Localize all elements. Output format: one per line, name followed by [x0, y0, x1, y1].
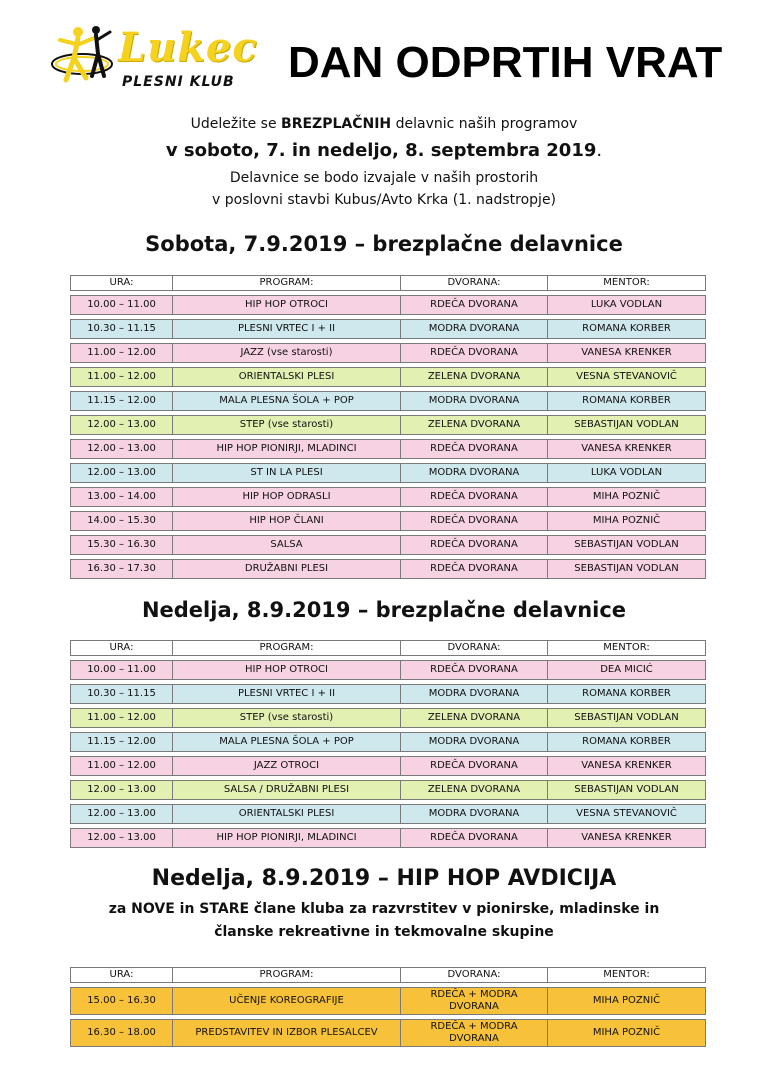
column-header-time: URA: — [71, 641, 173, 656]
cell-program: ST IN LA PLESI — [173, 464, 401, 483]
cell-mentor: ROMANA KORBER — [548, 685, 706, 704]
intro-line-1: Udeležite se BREZPLAČNIH delavnic naših programov — [190, 116, 578, 132]
cell-program: HIP HOP ČLANI — [173, 512, 401, 531]
table-row — [71, 464, 706, 483]
column-header-program: PROGRAM: — [173, 276, 401, 291]
cell-mentor: DEA MICIĆ — [548, 661, 706, 680]
sunday-table — [70, 640, 706, 848]
cell-mentor: MIHA POZNIČ — [548, 988, 706, 1015]
cell-program: PLESNI VRTEC I + II — [173, 320, 401, 339]
intro-line-4: v poslovni stavbi Kubus/Avto Krka (1. nadstropje) — [211, 192, 557, 208]
cell-time: 12.00 – 13.00 — [71, 805, 173, 824]
cell-time: 11.00 – 12.00 — [71, 368, 173, 387]
cell-time: 11.00 – 12.00 — [71, 709, 173, 728]
cell-program: JAZZ (vse starosti) — [173, 344, 401, 363]
table-header-row — [71, 641, 706, 656]
column-header-program: PROGRAM: — [173, 641, 401, 656]
cell-hall: RDEČA DVORANA — [401, 512, 548, 531]
intro-dates: v soboto, 7. in nedeljo, 8. septembra 2019. — [165, 140, 603, 161]
intro-line-3: Delavnice se bodo izvajale v naših prostorih — [229, 170, 539, 186]
cell-mentor: VANESA KRENKER — [548, 440, 706, 459]
cell-hall: RDEČA DVORANA — [401, 536, 548, 555]
cell-mentor: SEBASTIJAN VODLAN — [548, 781, 706, 800]
cell-mentor: SEBASTIJAN VODLAN — [548, 709, 706, 728]
cell-hall — [401, 1020, 548, 1047]
table-header-row — [71, 968, 706, 983]
table-row — [71, 709, 706, 728]
cell-hall: MODRA DVORANA — [401, 320, 548, 339]
cell-program: ORIENTALSKI PLESI — [173, 805, 401, 824]
cell-program: STEP (vse starosti) — [173, 416, 401, 435]
cell-hall: RDEČA DVORANA — [401, 560, 548, 579]
table-row — [71, 733, 706, 752]
cell-hall: RDEČA DVORANA — [401, 757, 548, 776]
table-row — [71, 488, 706, 507]
table-row — [71, 560, 706, 579]
cell-mentor: MIHA POZNIČ — [548, 488, 706, 507]
cell-mentor: LUKA VODLAN — [548, 296, 706, 315]
cell-program: PREDSTAVITEV IN IZBOR PLESALCEV — [173, 1020, 401, 1047]
sunday-title: Nedelja, 8.9.2019 – brezplačne delavnice — [141, 598, 627, 622]
cell-hall-line-2: DVORANA — [449, 1001, 499, 1012]
cell-program: SALSA — [173, 536, 401, 555]
cell-hall-line-2: DVORANA — [449, 1033, 499, 1044]
cell-time: 16.30 – 18.00 — [71, 1020, 173, 1047]
cell-mentor: SEBASTIJAN VODLAN — [548, 560, 706, 579]
cell-program: ORIENTALSKI PLESI — [173, 368, 401, 387]
cell-mentor: ROMANA KORBER — [548, 320, 706, 339]
cell-time: 11.00 – 12.00 — [71, 757, 173, 776]
table-row — [71, 805, 706, 824]
column-header-time: URA: — [71, 276, 173, 291]
cell-program: HIP HOP OTROCI — [173, 661, 401, 680]
cell-hall: RDEČA DVORANA — [401, 440, 548, 459]
cell-program: MALA PLESNA ŠOLA + POP — [173, 733, 401, 752]
column-header-hall: DVORANA: — [401, 276, 548, 291]
cell-time: 10.00 – 11.00 — [71, 661, 173, 680]
cell-time: 13.00 – 14.00 — [71, 488, 173, 507]
cell-program: JAZZ OTROCI — [173, 757, 401, 776]
cell-hall — [401, 988, 548, 1015]
cell-time: 11.15 – 12.00 — [71, 392, 173, 411]
cell-hall-line-1: RDEČA + MODRA — [430, 1021, 518, 1032]
column-header-hall: DVORANA: — [401, 641, 548, 656]
cell-time: 10.30 – 11.15 — [71, 685, 173, 704]
column-header-time: URA: — [71, 968, 173, 983]
cell-time: 15.00 – 16.30 — [71, 988, 173, 1015]
table-row — [71, 368, 706, 387]
audition-title: Nedelja, 8.9.2019 – HIP HOP AVDICIJA — [151, 866, 617, 891]
table-row — [71, 829, 706, 848]
logo-subtitle: PLESNI KLUB — [122, 74, 235, 90]
cell-mentor: VESNA STEVANOVIČ — [548, 805, 706, 824]
cell-mentor: ROMANA KORBER — [548, 392, 706, 411]
cell-time: 12.00 – 13.00 — [71, 464, 173, 483]
table-row — [71, 416, 706, 435]
cell-hall: MODRA DVORANA — [401, 392, 548, 411]
cell-time: 10.00 – 11.00 — [71, 296, 173, 315]
table-row — [71, 757, 706, 776]
cell-time: 14.00 – 15.30 — [71, 512, 173, 531]
column-header-program: PROGRAM: — [173, 968, 401, 983]
table-row — [71, 320, 706, 339]
cell-time: 12.00 – 13.00 — [71, 440, 173, 459]
table-row — [71, 1020, 706, 1047]
cell-program: HIP HOP PIONIRJI, MLADINCI — [173, 829, 401, 848]
table-row — [71, 440, 706, 459]
cell-mentor: MIHA POZNIČ — [548, 512, 706, 531]
cell-time: 12.00 – 13.00 — [71, 829, 173, 848]
cell-program: HIP HOP ODRASLI — [173, 488, 401, 507]
cell-mentor: MIHA POZNIČ — [548, 1020, 706, 1047]
column-header-mentor: MENTOR: — [548, 641, 706, 656]
cell-time: 11.15 – 12.00 — [71, 733, 173, 752]
cell-mentor: VANESA KRENKER — [548, 757, 706, 776]
cell-hall-line-1: RDEČA + MODRA — [430, 989, 518, 1000]
page-title: DAN ODPRTIH VRAT — [288, 38, 723, 87]
cell-time: 15.30 – 16.30 — [71, 536, 173, 555]
cell-hall: ZELENA DVORANA — [401, 781, 548, 800]
saturday-table — [70, 275, 706, 579]
audition-table — [70, 967, 706, 1047]
saturday-title: Sobota, 7.9.2019 – brezplačne delavnice — [145, 232, 623, 256]
column-header-mentor: MENTOR: — [548, 276, 706, 291]
table-row — [71, 536, 706, 555]
table-row — [71, 988, 706, 1015]
cell-hall: MODRA DVORANA — [401, 685, 548, 704]
cell-hall: RDEČA DVORANA — [401, 344, 548, 363]
cell-hall: ZELENA DVORANA — [401, 416, 548, 435]
cell-program: HIP HOP OTROCI — [173, 296, 401, 315]
cell-program: PLESNI VRTEC I + II — [173, 685, 401, 704]
cell-hall: MODRA DVORANA — [401, 805, 548, 824]
audition-subtitle-1: za NOVE in STARE člane kluba za razvrstitev v pionirske, mladinske in — [108, 901, 660, 917]
cell-hall: RDEČA DVORANA — [401, 661, 548, 680]
table-row — [71, 781, 706, 800]
cell-hall: RDEČA DVORANA — [401, 488, 548, 507]
cell-mentor: VESNA STEVANOVIČ — [548, 368, 706, 387]
cell-program: DRUŽABNI PLESI — [173, 560, 401, 579]
cell-program: SALSA / DRUŽABNI PLESI — [173, 781, 401, 800]
cell-hall: RDEČA DVORANA — [401, 296, 548, 315]
table-row — [71, 296, 706, 315]
cell-time: 12.00 – 13.00 — [71, 416, 173, 435]
cell-time: 16.30 – 17.30 — [71, 560, 173, 579]
cell-hall: MODRA DVORANA — [401, 464, 548, 483]
table-row — [71, 344, 706, 363]
logo-name: Lukec — [118, 24, 258, 71]
cell-time: 12.00 – 13.00 — [71, 781, 173, 800]
cell-time: 10.30 – 11.15 — [71, 320, 173, 339]
cell-mentor: VANESA KRENKER — [548, 829, 706, 848]
cell-program: HIP HOP PIONIRJI, MLADINCI — [173, 440, 401, 459]
column-header-hall: DVORANA: — [401, 968, 548, 983]
cell-mentor: LUKA VODLAN — [548, 464, 706, 483]
cell-hall: ZELENA DVORANA — [401, 709, 548, 728]
table-header-row — [71, 276, 706, 291]
table-row — [71, 392, 706, 411]
cell-program: STEP (vse starosti) — [173, 709, 401, 728]
cell-mentor: SEBASTIJAN VODLAN — [548, 536, 706, 555]
column-header-mentor: MENTOR: — [548, 968, 706, 983]
audition-subtitle-2: članske rekreativne in tekmovalne skupine — [214, 924, 554, 940]
cell-hall: RDEČA DVORANA — [401, 829, 548, 848]
cell-hall: ZELENA DVORANA — [401, 368, 548, 387]
cell-mentor: SEBASTIJAN VODLAN — [548, 416, 706, 435]
table-row — [71, 685, 706, 704]
cell-mentor: VANESA KRENKER — [548, 344, 706, 363]
cell-program: MALA PLESNA ŠOLA + POP — [173, 392, 401, 411]
cell-program: UČENJE KOREOGRAFIJE — [173, 988, 401, 1015]
cell-mentor: ROMANA KORBER — [548, 733, 706, 752]
table-row — [71, 512, 706, 531]
cell-time: 11.00 – 12.00 — [71, 344, 173, 363]
cell-hall: MODRA DVORANA — [401, 733, 548, 752]
table-row — [71, 661, 706, 680]
